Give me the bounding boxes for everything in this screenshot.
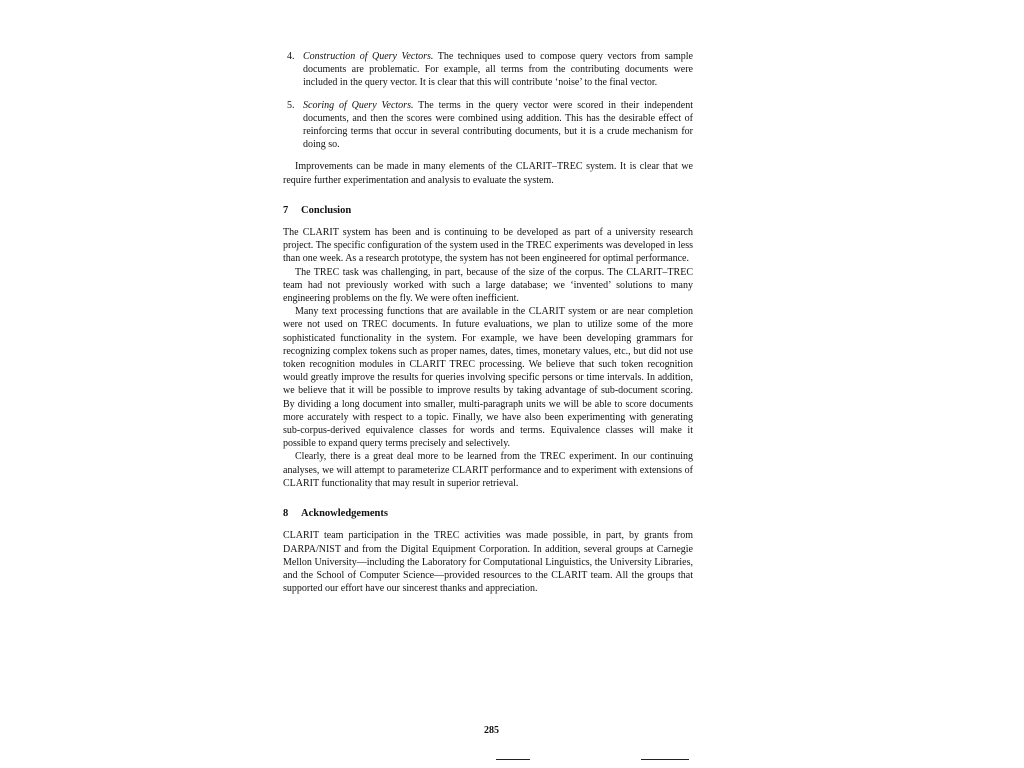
list-item-construction (283, 50, 693, 90)
conclusion-paragraph: Clearly, there is a great deal more to be learned from the TREC experiment. In our continuing analyses, we will attempt to parameterize CLARIT performance and to experiment with extensions of CLARIT functionality that may result in superior retrieval. (283, 451, 693, 489)
list-item-text: The techniques used to compose query vectors from sample documents are problematic. For example, all terms from the contributing documents were included in the query vector. It is clear that this will contribute ‘noise’ to the final vector. (303, 51, 693, 89)
page-number: 285 (484, 725, 499, 736)
conclusion-paragraph: The TREC task was challenging, in part, because of the size of the corpus. The CLARIT–TREC team had not previously worked with such a large database; we ‘invented’ solutions to many engineering problems on the fly. We were often inefficient. (283, 266, 693, 305)
section-number: 7 (283, 204, 289, 216)
list-item-number: 5. (287, 99, 295, 111)
footer-rule (641, 759, 689, 760)
acknowledgements-paragraph: CLARIT team participation in the TREC activities was made possible, in part, by grants from DARPA/NIST and from the Digital Equipment Corporation. In addition, several groups at Carnegie Mellon University—including the Laboratory for Computational Linguistics, the University Libraries, and the School of Computer Science—provided resources to the CLARIT team. All the groups that supported our effort have our sincerest thanks and appreciation. (283, 530, 693, 595)
text-column (283, 50, 693, 595)
list-item-text: The terms in the query vector were scored in their independent documents, and then the scores were combined using addition. This has the desirable effect of reinforcing terms that occur in several contributing documents, but it is a crude mechanism for doing so. (303, 99, 693, 151)
section-heading-conclusion (283, 204, 693, 217)
section-title: Acknowledgements (301, 508, 388, 520)
list-item-title: Construction of Query Vectors. (303, 51, 434, 62)
improvements-paragraph: Improvements can be made in many elements of the CLARIT–TREC system. It is clear that we require further experimentation and analysis to evaluate the system. (283, 161, 693, 186)
section-title: Conclusion (301, 204, 352, 216)
list-item-number: 4. (287, 51, 295, 62)
conclusion-paragraph: Many text processing functions that are available in the CLARIT system or are near completion were not used on TREC documents. In future evaluations, we plan to utilize some of the more sophisticated functionality in the system. For example, we have been developing grammars for recognizing complex tokens such as proper names, dates, times, monetary values, etc., but did not use token recognition modules in CLARIT TREC processing. We believe that such token recognition would greatly improve the results for queries involving specific persons or time intervals. In addition, we believe that it will be possible to improve results by taking advantage of sub-document scoring. By dividing a long document into smaller, multi-paragraph units we will be able to score documents more accurately with respect to a topic. Finally, we have also been experimenting with generating sub-corpus-derived equivalence classes for words and terms. Equivalence classes will make it possible to expand query terms precisely and selectively. (283, 306, 693, 450)
list-item-title: Scoring of Query Vectors. (303, 99, 414, 111)
section-number: 8 (283, 508, 289, 520)
list-item-scoring (283, 99, 693, 152)
conclusion-paragraph: The CLARIT system has been and is continuing to be developed as part of a university research project. The specific configuration of the system used in the TREC experiments was developed in less than one week. As a research prototype, the system has not been engineered for optimal performance. (283, 227, 693, 265)
section-heading-acknowledgements (283, 507, 693, 520)
footer-rule (496, 759, 530, 760)
